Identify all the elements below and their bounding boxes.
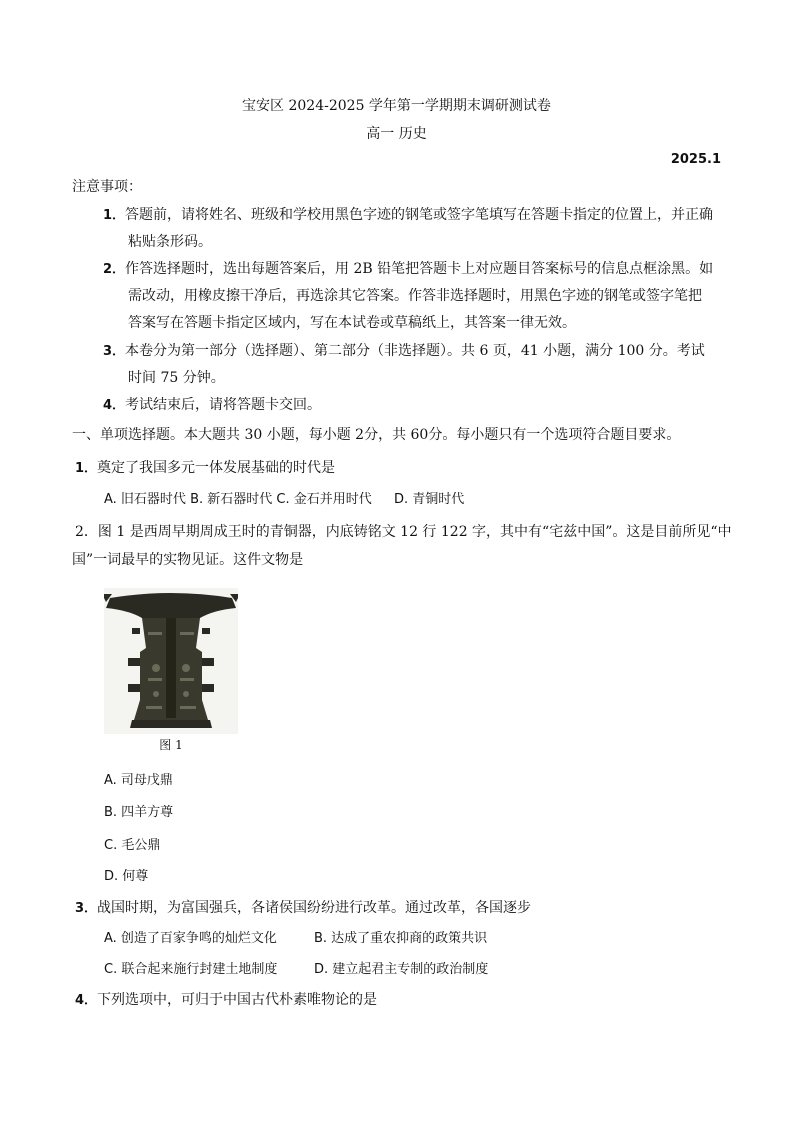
option-a[interactable]: A. 旧石器时代 [104, 492, 186, 507]
section-heading: 一、单项选择题。本大题共 30 小题，每小题 2分，共 60分。每小题只有一个选项符合题目要求。 [72, 427, 681, 443]
notice-item-text: 作答选择题时，选出每题答案后，用 2B 铅笔把答题卡上对应题目答案标号的信息点框涂黑。如 [125, 261, 714, 277]
notice-item-text: 粘贴条形码。 [128, 234, 212, 250]
option-c[interactable]: C. 联合起来施行封建土地制度 [104, 962, 278, 977]
option-a[interactable]: A. 创造了百家争鸣的灿烂文化 [104, 931, 277, 946]
question-stem: 奠定了我国多元一体发展基础的时代是 [97, 460, 336, 476]
option-d[interactable]: D. 何尊 [104, 869, 149, 884]
notice-item-number: 1． [103, 208, 126, 223]
figure-label: 图 1 [159, 738, 183, 752]
option-b[interactable]: B. 新石器时代 [190, 492, 273, 507]
notice-item-number: 4． [103, 398, 126, 413]
question-stem: 战国时期，为富国强兵，各诸侯国纷纷进行改革。通过改革，各国逐步 [97, 900, 532, 916]
option-b[interactable]: B. 四羊方尊 [104, 805, 174, 820]
notice-item-number: 2． [103, 262, 126, 277]
notice-item-text: 考试结束后，请将答题卡交回。 [125, 397, 322, 413]
notice-item-text: 时间 75 分钟。 [128, 370, 225, 386]
question-number: 3． [75, 901, 98, 916]
option-a[interactable]: A. 司母戊鼎 [104, 773, 173, 788]
option-b[interactable]: B. 达成了重农抑商的政策共识 [314, 931, 488, 946]
exam-date: 2025.1 [670, 152, 721, 167]
question-stem: 国”一词最早的实物见证。这件文物是 [72, 552, 304, 568]
bronze-vessel-figure [104, 588, 238, 756]
bronze-vessel-image [104, 588, 238, 734]
option-c[interactable]: C. 毛公鼎 [104, 838, 161, 853]
question-1-options [104, 490, 464, 510]
notice-item-text: 本卷分为第一部分（选择题）、第二部分（非选择题）。共 6 页，41 小题，满分 100 分。考试 [125, 343, 705, 359]
option-d[interactable]: D. 建立起君主专制的政治制度 [314, 962, 489, 977]
notice-item-text: 需改动，用橡皮擦干净后，再选涂其它答案。作答非选择题时，用黑色字迹的钢笔或签字笔把 [128, 288, 702, 304]
exam-title: 宝安区 2024-2025 学年第一学期期末调研测试卷 [242, 98, 551, 114]
notice-item-text: 答案写在答题卡指定区域内，写在本试卷或草稿纸上，其答案一律无效。 [128, 315, 576, 331]
question-stem: 下列选项中，可归于中国古代朴素唯物论的是 [97, 992, 378, 1008]
subject-title: 高一 历史 [366, 126, 427, 142]
option-c[interactable]: C. 金石并用时代 [276, 492, 372, 507]
notice-item-number: 3． [103, 344, 126, 359]
question-number: 1． [75, 461, 98, 476]
notice-heading: 注意事项： [72, 179, 142, 195]
question-number: 4． [75, 993, 98, 1008]
notice-item-text: 答题前，请将姓名、班级和学校用黑色字迹的钢笔或签字笔填写在答题卡指定的位置上，并正确 [125, 207, 714, 223]
question-stem: 2．图 1 是西周早期周成王时的青铜器，内底铸铭文 12 行 122 字，其中有“宅兹中国”。这是目前所见“中 [75, 524, 732, 540]
option-d[interactable]: D. 青铜时代 [394, 492, 465, 507]
